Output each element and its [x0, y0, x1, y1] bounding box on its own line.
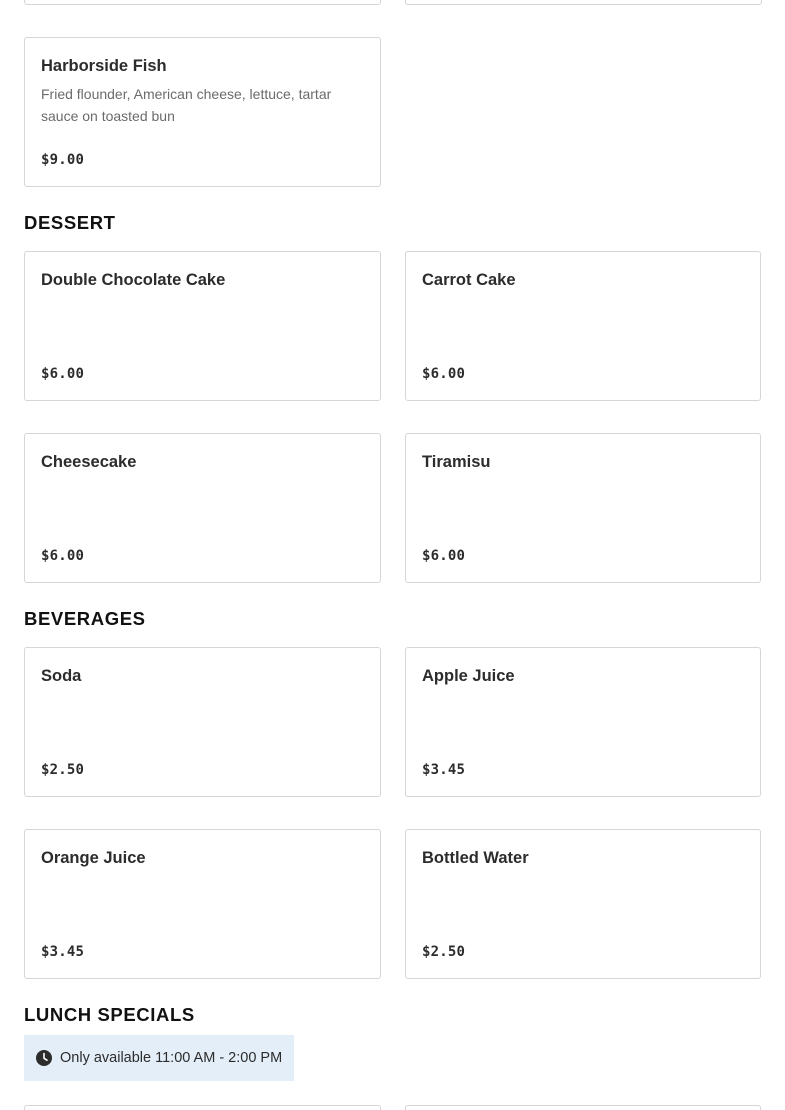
clock-icon — [36, 1050, 52, 1066]
item-price: $3.45 — [41, 944, 85, 960]
item-name: Cheesecake — [41, 453, 137, 471]
availability-text: Only available 11:00 AM - 2:00 PM — [60, 1050, 283, 1066]
item-price: $6.00 — [422, 548, 466, 564]
section-title-dessert: DESSERT — [24, 212, 116, 233]
item-name: Double Chocolate Cake — [41, 271, 226, 289]
menu-item-card[interactable] — [24, 251, 381, 401]
section-title-beverages: BEVERAGES — [24, 608, 146, 629]
item-price: $6.00 — [422, 366, 466, 382]
item-price: $2.50 — [422, 944, 466, 960]
item-description: Fried flounder, American cheese, lettuce, tartar sauce on toasted bun — [41, 86, 332, 124]
menu-item-card[interactable] — [405, 251, 761, 401]
menu-item-card[interactable] — [405, 829, 761, 979]
menu-item-card[interactable] — [405, 433, 761, 583]
section-title-lunch-specials: LUNCH SPECIALS — [24, 1004, 195, 1025]
item-price: $9.00 — [41, 152, 85, 168]
item-price: $3.45 — [422, 762, 466, 778]
menu-item-card[interactable] — [24, 37, 381, 187]
menu-item-card-partial[interactable] — [24, 0, 381, 5]
item-name: Orange Juice — [41, 849, 146, 867]
item-name: Harborside Fish — [41, 57, 167, 75]
menu-item-card[interactable] — [24, 647, 381, 797]
item-name: Carrot Cake — [422, 271, 516, 289]
menu-item-card[interactable] — [24, 433, 381, 583]
availability-notice — [24, 1035, 294, 1081]
menu-item-card[interactable] — [24, 829, 381, 979]
item-name: Soda — [41, 667, 82, 685]
item-price: $6.00 — [41, 366, 85, 382]
item-price: $2.50 — [41, 762, 85, 778]
menu-item-card-partial[interactable] — [24, 1105, 381, 1110]
menu-item-card-partial[interactable] — [405, 1105, 761, 1110]
item-price: $6.00 — [41, 548, 85, 564]
item-name: Bottled Water — [422, 849, 529, 867]
menu-item-card-partial[interactable] — [405, 0, 762, 5]
item-name: Apple Juice — [422, 667, 515, 685]
item-name: Tiramisu — [422, 453, 491, 471]
menu-item-card[interactable] — [405, 647, 761, 797]
